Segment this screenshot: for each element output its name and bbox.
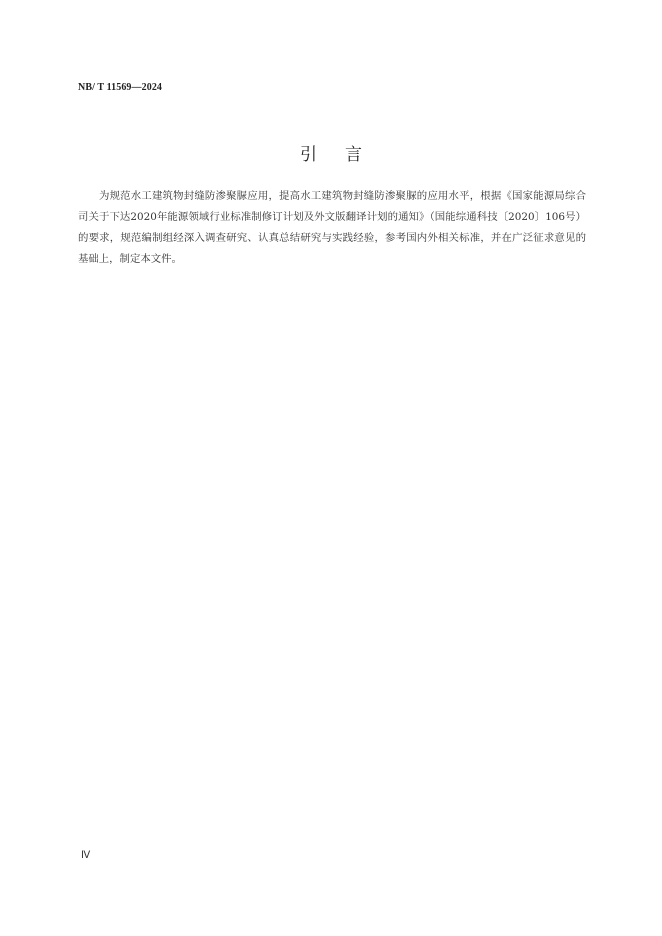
page-number: Ⅳ <box>81 850 91 861</box>
standard-code: NB/ T 11569—2024 <box>78 82 163 93</box>
section-title: 引言 <box>300 145 390 165</box>
intro-paragraph: 为规范水工建筑物封缝防渗聚脲应用，提高水工建筑物封缝防渗聚脲的应用水平，根据《国家能源局综合司关于下达2020年能源领域行业标准制修订计划及外文版翻译计划的通知》（国能综通科技〔2020〕106号）的要求，规范编制组经深入调查研究、认真总结研究与实践经验，参考国内外相关标准，并在广泛征求意见的基础上，制定本文件。 <box>78 190 586 265</box>
